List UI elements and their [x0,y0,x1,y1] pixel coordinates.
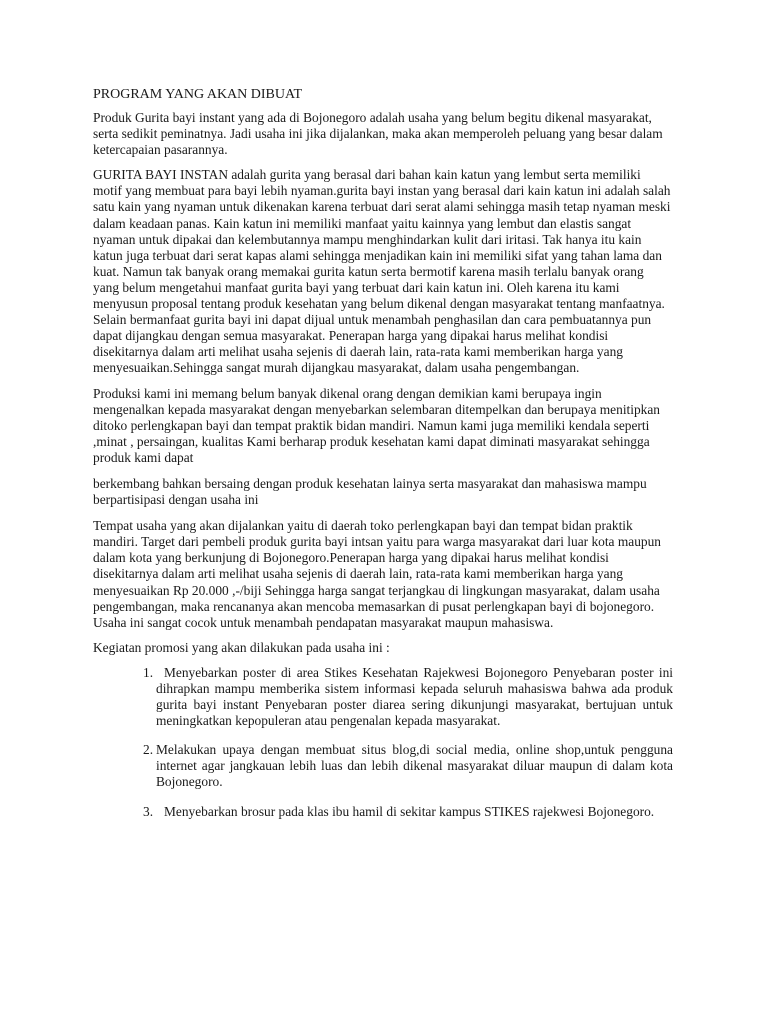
section-heading: PROGRAM YANG AKAN DIBUAT [93,87,303,102]
paragraph-product-description: GURITA BAYI INSTAN adalah gurita yang berasal dari bahan kain katun yang lembut serta memiliki motif yang membuat para bayi lebih nyaman.gurita bayi instan yang berasal dari kain katun ini adalah salah satu kain yang nyaman untuk dikenakan karena terbuat dari serat alami sehingga masih tetap nyaman meski dalam keadaan panas. Kain katun ini memiliki manfaat yaitu kainnya yang lembut dan elastis sangat nyaman untuk dipakai dan kelembutannya mampu menghindarkan kulit dari iritasi. Tak hanya itu kain katun juga terbuat dari serat kapas alami sehingga menjadikan kain ini memiliki sifat yang tahan lama dan kuat. Namun tak banyak orang memakai gurita katun serta bermotif karena masih terlalu banyak orang yang belum mengetahui manfaat gurita bayi yang terbuat dari kain katun ini. Oleh karena itu kami menyusun proposal tentang produk kesehatan yang belum dikenal dengan masyarakat tentang manfaatnya. Selain bermanfaat gurita bayi ini dapat dijual untuk menambah penghasilan dan cara pembuatannya pun dapat dijangkau dengan semua masyarakat. Penerapan harga yang dipakai harus melihat kondisi disekitarnya dalam arti melihat usaha sejenis di daerah lain, rata-rata kami memberikan harga yang menyesuaikan.Sehingga sangat murah dijangkau masyarakat, dalam usaha pengembangan. [93,167,671,376]
list-item-text: Melakukan upaya dengan membuat situs blog,di social media, online shop,untuk pengguna internet agar jangkauan lebih luas dan lebih dikenal masyarakat diluar maupun di dalam kota Bojonegoro. [156,742,673,790]
list-item [143,664,673,729]
list-item-number: 3. [143,803,154,819]
paragraph-continuation: berkembang bahkan bersaing dengan produk kesehatan lainya serta masyarakat dan mahasiswa mampu berpartisipasi dengan usaha ini [93,475,647,508]
paragraph-intro: Produk Gurita bayi instant yang ada di Bojonegoro adalah usaha yang belum begitu dikenal masyarakat, serta sedikit peminatnya. Jadi usaha ini jika dijalankan, maka akan memperoleh peluang yang besar dalam ketercapaian pasarannya. [93,110,663,158]
list-item-number: 1. [143,664,154,680]
paragraph-promotion-intro: Kegiatan promosi yang akan dilakukan pada usaha ini : [93,639,390,655]
list-item [143,742,673,790]
list-item-text: Menyebarkan brosur pada klas ibu hamil di sekitar kampus STIKES rajekwesi Bojonegoro. [164,803,655,819]
paragraph-business-location: Tempat usaha yang akan dijalankan yaitu di daerah toko perlengkapan bayi dan tempat bidan praktik mandiri. Target dari pembeli produk gurita bayi intsan yaitu para warga masyarakat dari luar kota maupun dalam kota yang berkunjung di Bojonegoro.Penerapan harga yang dipakai harus melihat kondisi disekitarnya dalam arti melihat usaha sejenis di daerah lain, rata-rata kami memberikan harga yang menyesuaikan Rp 20.000 ,-/biji Sehingga harga sangat terjangkau di lingkungan masyarakat, dalam usaha pengembangan, maka rencananya akan mencoba memasarkan di pusat perlengkapan bayi di bojonegoro. Usaha ini sangat cocok untuk menambah pendapatan masyarakat maupun mahasiswa. [93,518,661,630]
list-item-number: 2. [143,742,154,758]
list-item [143,803,673,820]
list-item-text: Menyebarkan poster di area Stikes Kesehatan Rajekwesi Bojonegoro Penyebaran poster ini dihrapkan mampu memberika sistem informasi kepada seluruh mahasiswa bahwa ada produk gurita bayi instant Penyebaran poster diarea sering dikunjungi masyarakat, bertujuan untuk meningkatkan kepopuleran atau pengenalan kepada masyarakat. [156,664,673,729]
paragraph-promotion-effort: Produksi kami ini memang belum banyak dikenal orang dengan demikian kami berupaya ingin mengenalkan kepada masyarakat dengan menyebarkan selembaran ditempelkan dan berupaya menitipkan ditoko perlengkapan bayi dan tempat praktik bidan mandiri. Namun kami juga memiliki kendala seperti ,minat , persaingan, kualitas Kami berharap produk kesehatan kami dapat diminati masyarakat sehingga produk kami dapat [93,385,661,465]
document-body [93,87,673,833]
promotion-list [93,665,673,820]
